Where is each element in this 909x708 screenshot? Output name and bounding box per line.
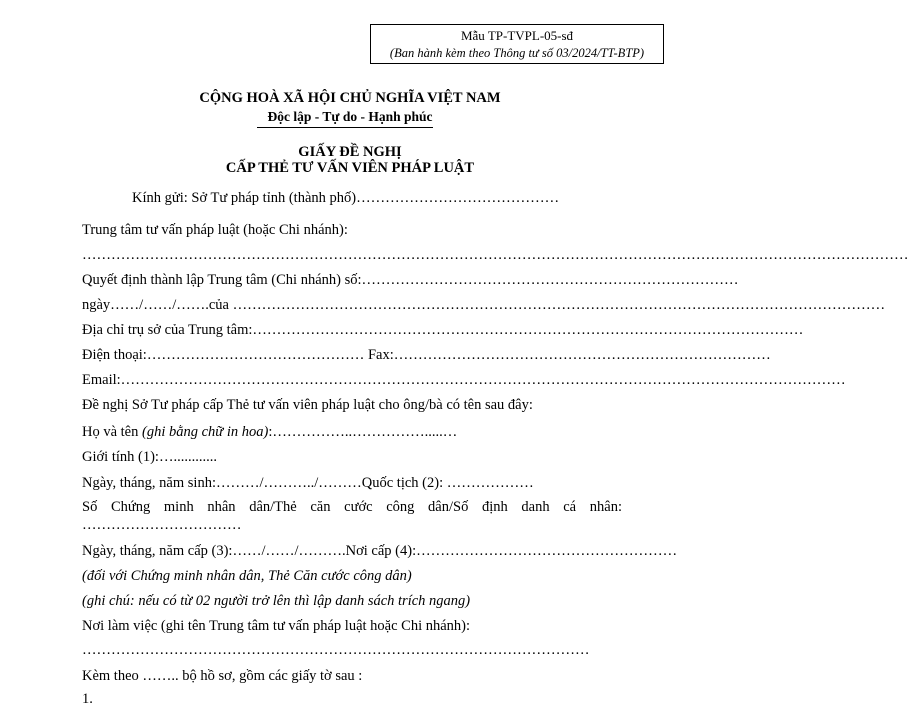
workplace-blank: …………………………………………………………………………………………… xyxy=(82,642,590,658)
national-title: CỘNG HOÀ XÃ HỘI CHỦ NGHĨA VIỆT NAM xyxy=(199,90,501,106)
attachment-line: Kèm theo …….. bộ hồ sơ, gồm các giấy tờ sau : xyxy=(82,668,363,684)
national-motto: Độc lập - Tự do - Hạnh phúc xyxy=(267,109,433,124)
form-code-box xyxy=(370,24,664,64)
address-line: Địa chỉ trụ sở của Trung tâm:…………………………………………………………………………………………………… xyxy=(82,322,804,338)
date-line: ngày……/……/…….của ……………………………………………………………………………………………………………………… xyxy=(82,297,886,313)
form-issued-by: (Ban hành kèm theo Thông tư số 03/2024/TT-BTP) xyxy=(389,46,645,60)
motto-underline xyxy=(257,127,433,128)
document-subtitle: CẤP THẺ TƯ VẤN VIÊN PHÁP LUẬT xyxy=(225,160,475,176)
center-label: Trung tâm tư vấn pháp luật (hoặc Chi nhánh): xyxy=(82,222,348,238)
id-blank-line: …………………………… xyxy=(82,517,242,533)
decision-line: Quyết định thành lập Trung tâm (Chi nhánh) số:…………………………………………………………………… xyxy=(82,272,739,288)
email-line: Email:…………………………………………………………………………………………………………………………………… xyxy=(82,372,846,388)
form-code: Mẫu TP-TVPL-05-sđ xyxy=(460,28,574,43)
phone-fax-line: Điện thoại:……………………………………… Fax:…………………………………………………………………… xyxy=(82,347,771,363)
attachment-item-1: 1. xyxy=(82,691,93,707)
name-dots: :……………..…………….....… xyxy=(268,424,458,440)
id-label-line: Số Chứng minh nhân dân/Thẻ căn cước công dân/Số định danh cá nhân: xyxy=(82,499,622,515)
recipient-line: Kính gửi: Sở Tư pháp tỉnh (thành phố)…………………………………… xyxy=(132,190,560,206)
request-line: Đề nghị Sở Tư pháp cấp Thẻ tư vấn viên pháp luật cho ông/bà có tên sau đây: xyxy=(82,397,533,413)
birth-line: Ngày, tháng, năm sinh:………/………../………Quốc tịch (2): ……………… xyxy=(82,475,534,491)
workplace-label: Nơi làm việc (ghi tên Trung tâm tư vấn pháp luật hoặc Chi nhánh): xyxy=(82,618,471,634)
name-line xyxy=(82,423,622,441)
center-blank: ……………………………………………………………………………………………………………………………………………………… xyxy=(82,247,909,263)
name-hint: (ghi bằng chữ in hoa) xyxy=(142,424,269,440)
issue-line: Ngày, tháng, năm cấp (3):……/……/……….Nơi cấp (4):……………………………………………… xyxy=(82,543,678,559)
name-label: Họ và tên xyxy=(82,424,142,440)
note-multi: (ghi chú: nếu có từ 02 người trở lên thì lập danh sách trích ngang) xyxy=(82,593,471,609)
gender-line: Giới tính (1):…............ xyxy=(82,449,217,465)
document-title: GIẤY ĐỀ NGHỊ xyxy=(298,144,402,160)
note-id: (đối với Chứng minh nhân dân, Thẻ Căn cước công dân) xyxy=(82,568,412,584)
